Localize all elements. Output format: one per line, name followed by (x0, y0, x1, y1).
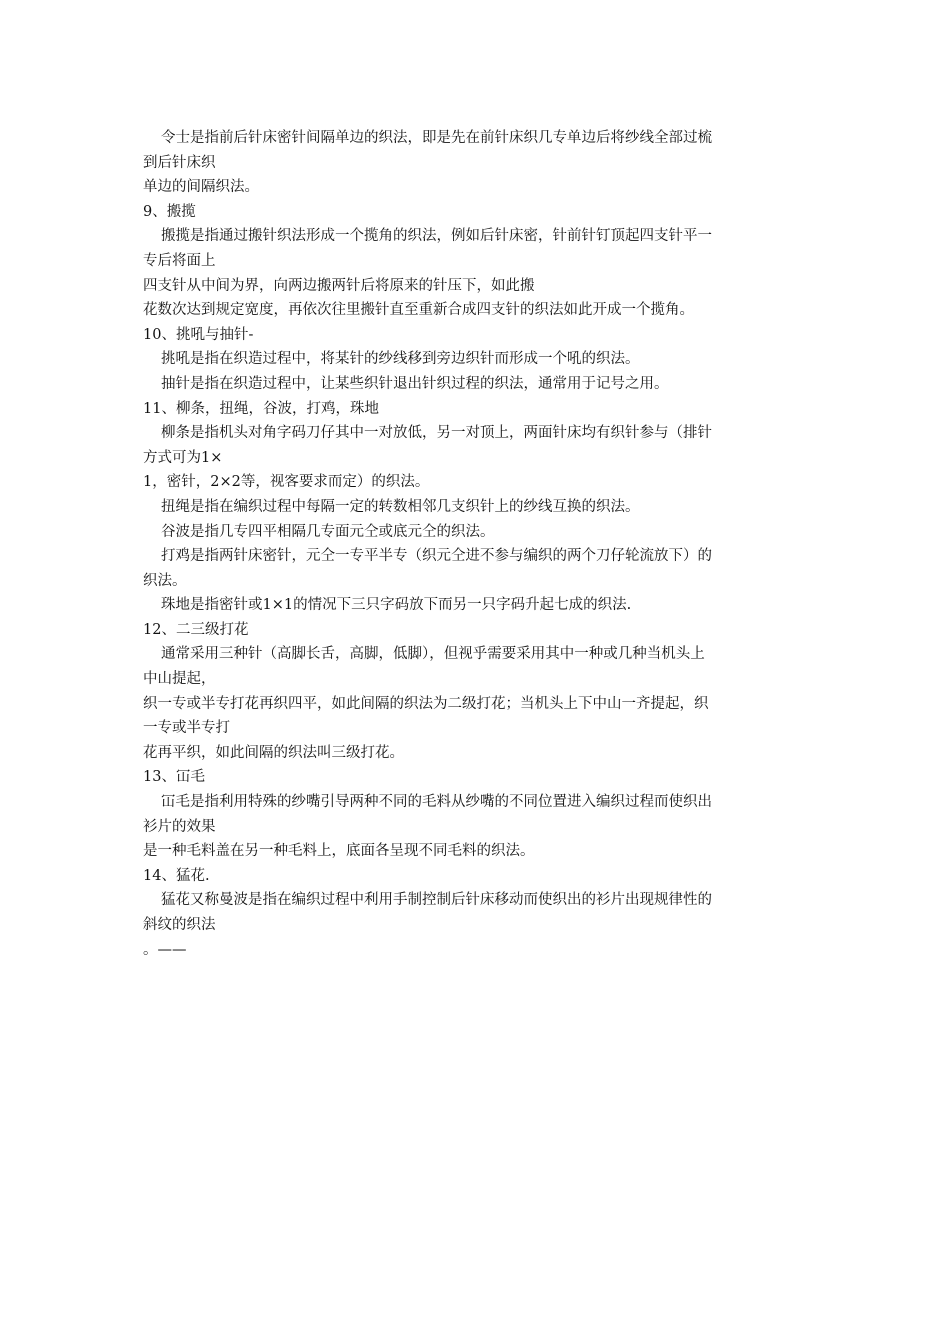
text-line: 猛花又称曼波是指在编织过程中利用手制控制后针床移动而使织出的衫片出现规律性的 (161, 892, 712, 909)
text-line: 四支针从中间为界，向两边搬两针后将原来的针压下，如此搬 (143, 277, 535, 294)
text-line: 是一种毛料盖在另一种毛料上，底面各呈现不同毛料的织法。 (143, 843, 535, 860)
text-line: 单边的间隔织法。 (143, 179, 259, 196)
text-line: 冚毛是指利用特殊的纱嘴引导两种不同的毛料从纱嘴的不同位置进入编织过程而使织出 (161, 794, 712, 811)
text-line: 9、搬揽 (143, 203, 196, 220)
text-line: 。—— (143, 941, 187, 958)
text-line: 扭绳是指在编织过程中每隔一定的转数相邻几支织针上的纱线互换的织法。 (161, 498, 640, 515)
text-line: 斜纹的织法 (143, 917, 216, 933)
text-line: 织一专或半专打花再织四平，如此间隔的织法为二级打花；当机头上下中山一齐提起，织 (143, 695, 709, 712)
text-line: 1，密针，2×2等，视客要求而定）的织法。 (143, 474, 430, 491)
text-line: 衫片的效果 (143, 818, 216, 835)
text-line: 打鸡是指两针床密针，元仝一专平半专（织元仝进不参与编织的两个刀仔轮流放下）的 (161, 548, 712, 565)
text-line: 中山提起， (143, 671, 216, 688)
document-body (143, 126, 807, 962)
text-line: 挑吼是指在织造过程中，将某针的纱线移到旁边织针而形成一个吼的织法。 (161, 351, 640, 368)
text-line: 到后针床织 (143, 154, 216, 171)
text-line: 搬揽是指通过搬针织法形成一个揽角的织法，例如后针床密，针前针钉顶起四支针平一 (161, 228, 712, 245)
text-line: 14、猛花. (143, 867, 210, 884)
text-line: 13、冚毛 (143, 769, 205, 786)
text-line: 花数次达到规定宽度，再依次往里搬针直至重新合成四支针的织法如此开成一个揽角。 (143, 302, 694, 319)
text-line: 谷波是指几专四平相隔几专面元仝或底元仝的织法。 (161, 523, 495, 540)
text-line: 花再平织，如此间隔的织法叫三级打花。 (143, 744, 404, 761)
text-line: 12、二三级打花 (143, 621, 249, 638)
text-line: 织法。 (143, 572, 187, 589)
text-line: 11、柳条，扭绳，谷波，打鸡，珠地 (143, 400, 379, 417)
text-line: 专后将面上 (143, 252, 216, 269)
text-line: 柳条是指机头对角字码刀仔其中一对放低，另一对顶上，两面针床均有织针参与（排针 (161, 425, 712, 442)
text-line: 抽针是指在织造过程中，让某些织针退出针织过程的织法，通常用于记号之用。 (161, 375, 669, 392)
text-line: 10、挑吼与抽针- (143, 326, 254, 343)
text-line: 珠地是指密针或1×1的情况下三只字码放下而另一只字码升起七成的织法. (161, 597, 632, 614)
text-line: 令士是指前后针床密针间隔单边的织法，即是先在前针床织几专单边后将纱线全部过梳 (161, 130, 712, 146)
text-line: 通常采用三种针（高脚长舌，高脚，低脚），但视乎需要采用其中一种或几种当机头上 (161, 646, 705, 663)
text-line: 方式可为1× (143, 449, 223, 466)
text-line: 一专或半专打 (143, 720, 230, 737)
